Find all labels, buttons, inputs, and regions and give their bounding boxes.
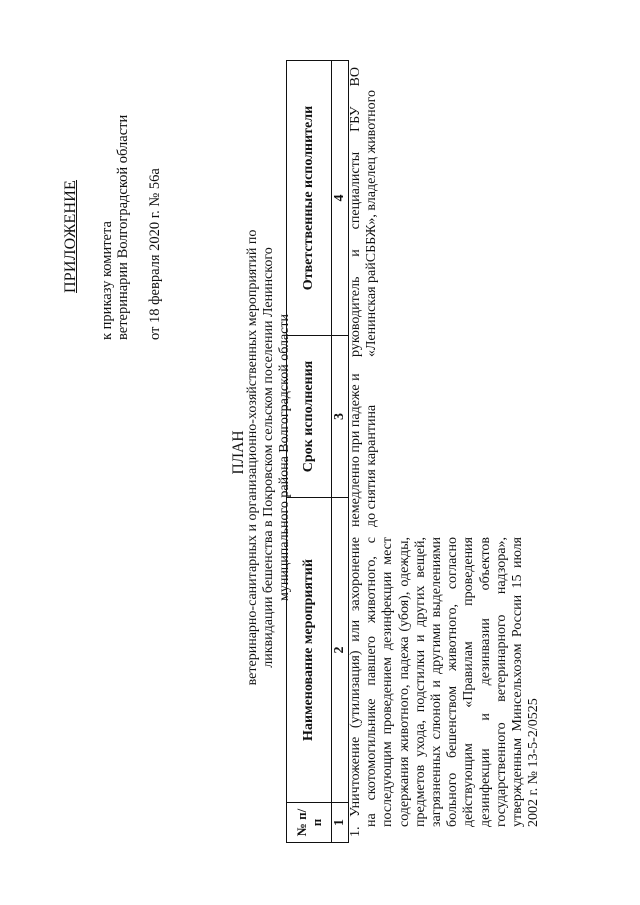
- plan-subtitle: ветеринарно-санитарных и организационно-хозяйственных мероприятий по ликвидации бешенства в Покровском сельском поселении Ленинского муниципального района Волгоградской области: [245, 229, 292, 686]
- row-responsible-text: руководитель и специалисты ГБУ ВО «Ленинская райСББЖ», владелец животного: [348, 67, 380, 357]
- table-header-row: [287, 61, 332, 843]
- header-responsible: Ответственные исполнители: [287, 61, 332, 336]
- header-measures: Наименование мероприятий: [287, 498, 332, 803]
- row-deadline-text: немедленно при падеже и до снятия карантина: [348, 373, 380, 527]
- header-num: № п/п: [287, 803, 332, 843]
- table-column-numbers-row: [332, 61, 349, 843]
- column-number: 1: [332, 803, 349, 843]
- row-number: 1.: [348, 826, 363, 837]
- plan-title: ПЛАН: [230, 430, 247, 475]
- column-number: 2: [332, 498, 349, 803]
- appendix-title: ПРИЛОЖЕНИЕ: [62, 179, 79, 293]
- appendix-date-line: от 18 февраля 2020 г. № 56а: [147, 168, 163, 340]
- row-measure-cell: [348, 537, 542, 837]
- appendix-committee-line: ветеринарии Волгоградской области: [115, 114, 131, 340]
- header-deadline: Срок исполнения: [287, 336, 332, 498]
- appendix-order-line: к приказу комитета: [99, 221, 115, 340]
- column-number: 4: [332, 61, 349, 336]
- row-measure-text: Уничтожение (утилизация) или захоронение на скотомогильнике павшего животного, с последующим проведением дезинфекции мест содержания животного, падежа (убоя), одежды, предметов ухода, подстилки и других вещей, загрязненных слюной и другими выделениями больного бешенством животного, согласно действующим «Правилам проведения дезинфекции и дезинвазии объектов государственного ветеринарного надзора», утвержденным Минсельхозом России 15 июля 2002 г. № 13-5-2/0525: [348, 537, 542, 827]
- column-number: 3: [332, 336, 349, 498]
- plan-table: [286, 60, 349, 843]
